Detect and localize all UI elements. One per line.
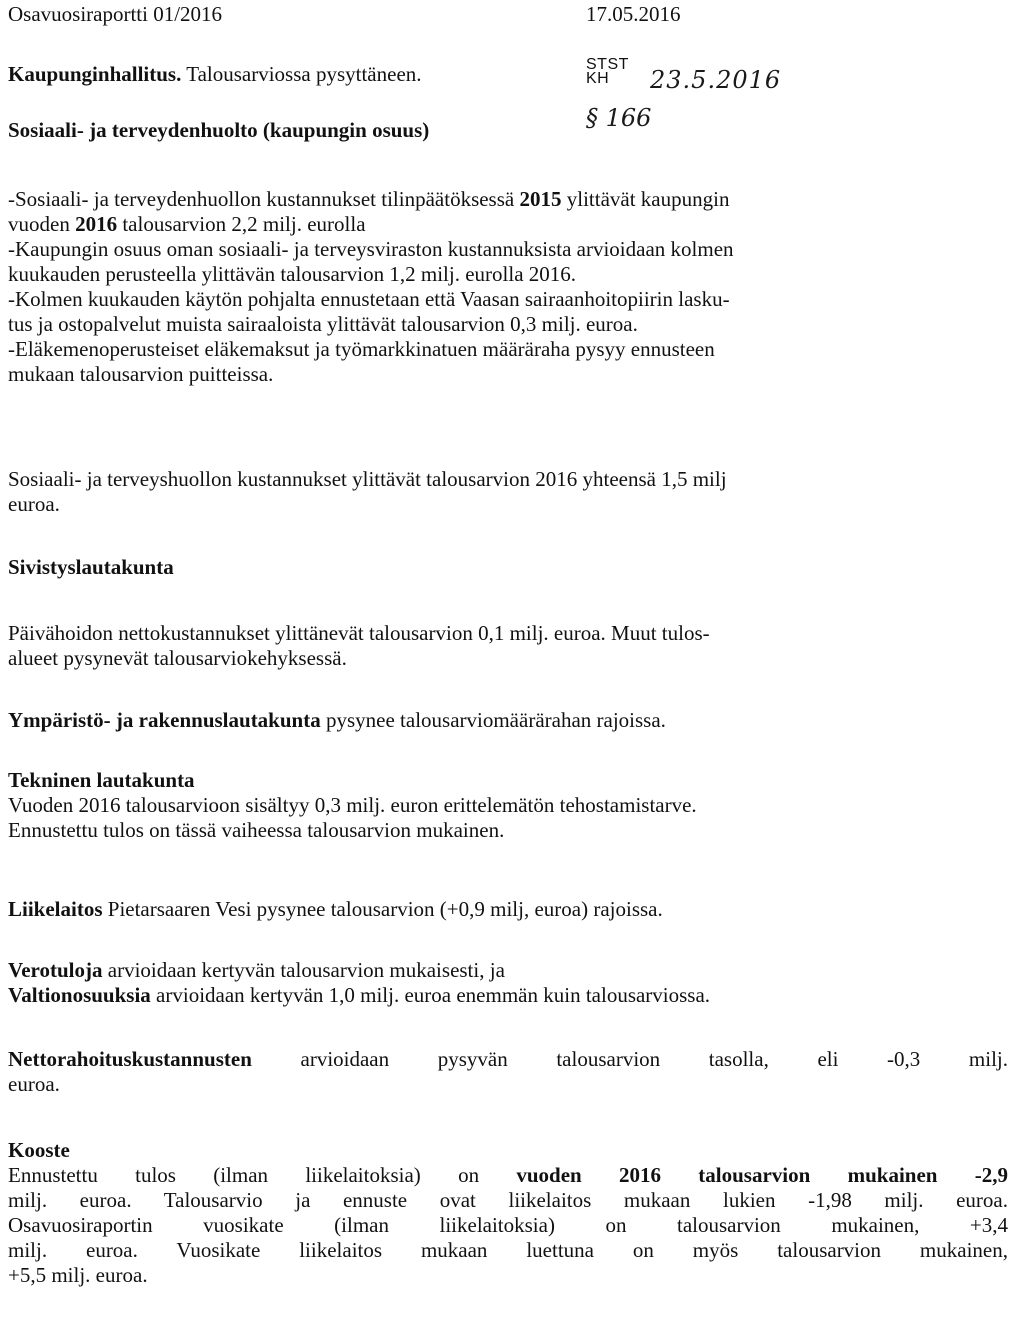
education-line-2: alueet pysynevät talousarviokehyksessä.	[8, 646, 347, 670]
summary-section	[8, 1138, 1008, 1288]
environment-paragraph	[8, 708, 1008, 733]
finance-text: arvioidaan pysyvän talousarvion tasolla, eli -0,3 milj.	[251, 1047, 1008, 1071]
text-span: talousarvion 2,2 milj. eurolla	[117, 212, 366, 236]
text-span: vuoden	[8, 212, 76, 236]
finance-line-2: euroa.	[8, 1072, 60, 1096]
social-line-8: mukaan talousarvion puitteissa.	[8, 362, 274, 386]
report-date: 17.05.2016	[586, 2, 681, 26]
stamp-code-line1: STST	[586, 56, 629, 73]
social-line-1	[8, 187, 1008, 212]
summary-line-1	[8, 1163, 1008, 1188]
state-text: arvioidaan kertyvän 1,0 milj. euroa enemmän kuin talousarviossa.	[150, 983, 711, 1007]
revenue-section	[8, 958, 1008, 1008]
education-section	[8, 621, 1008, 671]
tax-text: arvioidaan kertyvän talousarvion mukaisesti, ja	[102, 958, 505, 982]
board-text: Talousarviossa pysyttäneen.	[181, 62, 422, 86]
technical-section	[8, 768, 1008, 843]
summary-emphasis: vuoden 2016 talousarvion mukainen	[516, 1163, 938, 1187]
summary-value: -2,9	[937, 1163, 1008, 1187]
social-summary-line-1: Sosiaali- ja terveyshuollon kustannukset ylittävät talousarvion 2016 yhteensä 1,5 milj	[8, 467, 727, 491]
social-line-6: tus ja ostopalvelut muista sairaaloista ylittävät talousarvion 0,3 milj. euroa.	[8, 312, 638, 336]
handwritten-date: 23.5.2016	[650, 66, 782, 94]
social-title: Sosiaali- ja terveydenhuolto (kaupungin osuus)	[8, 118, 430, 142]
utility-title: Liikelaitos	[8, 897, 103, 921]
year-2016: 2016	[75, 212, 118, 236]
social-line-4: kuukauden perusteella ylittävän talousarvion 1,2 milj. eurolla 2016.	[8, 262, 577, 286]
summary-line-5: +5,5 milj. euroa.	[8, 1263, 148, 1287]
stamp-code-line2: KH	[586, 70, 610, 87]
finance-line-1	[8, 1047, 1008, 1072]
social-line-3: -Kaupungin osuus oman sosiaali- ja terveysviraston kustannuksista arvioidaan kolmen	[8, 237, 734, 261]
document-page	[8, 0, 1008, 1287]
handwritten-section: § 166	[586, 104, 652, 132]
education-title: Sivistyslautakunta	[8, 555, 174, 579]
social-section	[8, 187, 1008, 387]
state-title: Valtionosuuksia	[8, 983, 151, 1007]
text-span: ylittävät kaupungin	[561, 187, 730, 211]
text-span: -Sosiaali- ja terveydenhuollon kustannukset tilinpäätöksessä	[8, 187, 520, 211]
technical-line-2: Ennustettu tulos on tässä vaiheessa talousarvion mukainen.	[8, 818, 505, 842]
intro-paragraph	[8, 62, 1008, 87]
social-line-2	[8, 212, 1008, 237]
text-span: Ennustettu tulos (ilman liikelaitoksia) on	[8, 1163, 517, 1187]
technical-title: Tekninen lautakunta	[8, 768, 195, 792]
summary-line-3: Osavuosiraportin vuosikate (ilman liikelaitoksia) on talousarvion mukainen, +3,4	[8, 1213, 1008, 1237]
summary-line-4: milj. euroa. Vuosikate liikelaitos mukaan luettuna on myös talousarvion mukainen,	[8, 1238, 1008, 1262]
social-line-7: -Eläkemenoperusteiset eläkemaksut ja työmarkkinatuen määräraha pysyy ennusteen	[8, 337, 715, 361]
education-line-1: Päivähoidon nettokustannukset ylittänevät talousarvion 0,1 milj. euroa. Muut tulos-	[8, 621, 710, 645]
utility-text: Pietarsaaren Vesi pysynee talousarvion (+0,9 milj, euroa) rajoissa.	[102, 897, 663, 921]
environment-text: pysynee talousarviomäärärahan rajoissa.	[320, 708, 666, 732]
finance-section	[8, 1047, 1008, 1097]
environment-title: Ympäristö- ja rakennuslautakunta	[8, 708, 321, 732]
social-summary	[8, 467, 1008, 517]
tax-title: Verotuloja	[8, 958, 103, 982]
tax-line	[8, 958, 1008, 983]
summary-title: Kooste	[8, 1138, 70, 1162]
social-line-5: -Kolmen kuukauden käytön pohjalta ennustetaan että Vaasan sairaanhoitopiirin lasku-	[8, 287, 730, 311]
page-header	[8, 0, 1008, 30]
social-summary-line-2: euroa.	[8, 492, 60, 516]
utility-paragraph	[8, 897, 1008, 922]
board-label: Kaupunginhallitus.	[8, 62, 182, 86]
state-line	[8, 983, 1008, 1008]
summary-line-2: milj. euroa. Talousarvio ja ennuste ovat liikelaitos mukaan lukien -1,98 milj. euroa.	[8, 1188, 1008, 1212]
report-title: Osavuosiraportti 01/2016	[8, 2, 223, 26]
year-2015: 2015	[519, 187, 562, 211]
finance-title: Nettorahoituskustannusten	[8, 1047, 252, 1071]
technical-line-1: Vuoden 2016 talousarvioon sisältyy 0,3 milj. euron erittelemätön tehostamistarve.	[8, 793, 697, 817]
